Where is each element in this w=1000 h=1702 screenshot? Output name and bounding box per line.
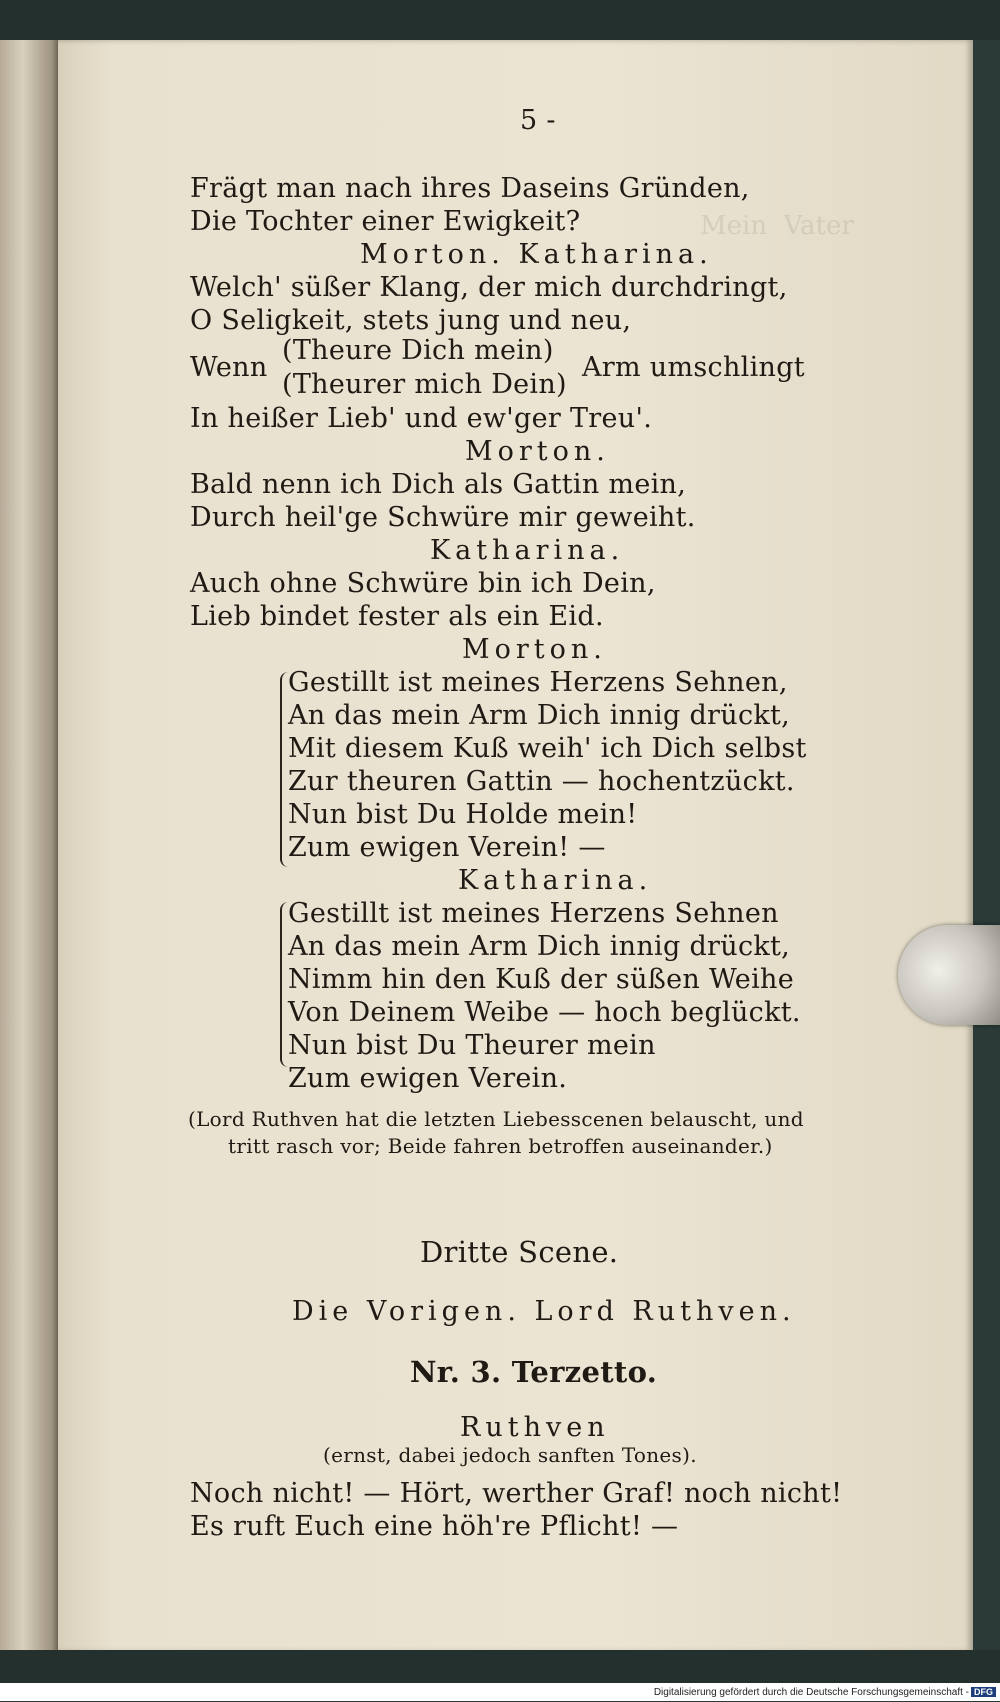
verse-line: Frägt man nach ihres Daseins Gründen, bbox=[190, 173, 750, 204]
verse-line: Zur theuren Gattin — hochentzückt. bbox=[288, 766, 795, 797]
verse-line: Es ruft Euch eine höh're Pflicht! — bbox=[190, 1511, 679, 1542]
speaker-name: Morton. Katharina. bbox=[360, 239, 713, 270]
verse-line-end: Arm umschlingt bbox=[582, 352, 805, 383]
scan-top-background bbox=[0, 0, 1000, 40]
verse-line: Lieb bindet fester als ein Eid. bbox=[190, 601, 604, 632]
scene-persons: Die Vorigen. Lord Ruthven. bbox=[292, 1296, 796, 1327]
verse-line: Welch' süßer Klang, der mich durchdringt, bbox=[190, 272, 788, 303]
speaker-name: Ruthven bbox=[460, 1412, 610, 1443]
stage-direction: tritt rasch vor; Beide fahren betroffen auseinander.) bbox=[228, 1134, 773, 1158]
verse-line: In heißer Lieb' und ew'ger Treu'. bbox=[190, 403, 653, 434]
speaker-name: Morton. bbox=[465, 436, 610, 467]
verse-line: Mit diesem Kuß weih' ich Dich selbst bbox=[288, 733, 807, 764]
digitization-footer bbox=[0, 1683, 1000, 1701]
verse-line: Durch heil'ge Schwüre mir geweiht. bbox=[190, 502, 696, 533]
verse-line: Zum ewigen Verein. bbox=[288, 1063, 568, 1094]
verse-line: Auch ohne Schwüre bin ich Dein, bbox=[190, 568, 656, 599]
scan-right-background bbox=[973, 40, 1000, 1652]
verse-line: O Seligkeit, stets jung und neu, bbox=[190, 305, 632, 336]
stage-direction: (Lord Ruthven hat die letzten Liebesscenen belauscht, und bbox=[188, 1107, 804, 1131]
verse-line: Von Deinem Weibe — hoch beglückt. bbox=[288, 997, 801, 1028]
show-through-text: Mein Vater bbox=[700, 211, 854, 241]
footer-text: Digitalisierung gefördert durch die Deutsche Forschungsgemeinschaft - bbox=[653, 1687, 969, 1698]
verse-line: Noch nicht! — Hört, werther Graf! noch nicht! bbox=[190, 1478, 843, 1509]
verse-line: An das mein Arm Dich innig drückt, bbox=[288, 931, 791, 962]
verse-variant-upper: (Theure Dich mein) bbox=[282, 335, 554, 366]
verse-line-start: Wenn bbox=[190, 352, 268, 383]
verse-line: Die Tochter einer Ewigkeit? bbox=[190, 206, 581, 237]
scan-bottom-background bbox=[0, 1650, 1000, 1683]
verse-line: Nun bist Du Theurer mein bbox=[288, 1030, 656, 1061]
verse-line: An das mein Arm Dich innig drückt, bbox=[288, 700, 791, 731]
dfg-logo: DFG bbox=[971, 1687, 996, 1697]
book-binding bbox=[0, 40, 58, 1650]
verse-variant-lower: (Theurer mich Dein) bbox=[282, 369, 567, 400]
musical-number: Nr. 3. Terzetto. bbox=[410, 1355, 658, 1389]
verse-line: Gestillt ist meines Herzens Sehnen bbox=[288, 898, 779, 929]
scene-heading: Dritte Scene. bbox=[420, 1235, 619, 1269]
verse-line: Bald nenn ich Dich als Gattin mein, bbox=[190, 469, 687, 500]
page-number: 5 - bbox=[520, 105, 556, 136]
scanner-clip bbox=[898, 925, 1000, 1025]
verse-line: Zum ewigen Verein! — bbox=[288, 832, 606, 863]
speaker-name: Morton. bbox=[462, 634, 607, 665]
verse-line: Gestillt ist meines Herzens Sehnen, bbox=[288, 667, 788, 698]
verse-line: Nimm hin den Kuß der süßen Weihe bbox=[288, 964, 794, 995]
speaker-name: Katharina. bbox=[430, 535, 625, 566]
speaker-name: Katharina. bbox=[458, 865, 653, 896]
stage-direction: (ernst, dabei jedoch sanften Tones). bbox=[323, 1443, 697, 1467]
verse-line: Nun bist Du Holde mein! bbox=[288, 799, 638, 830]
